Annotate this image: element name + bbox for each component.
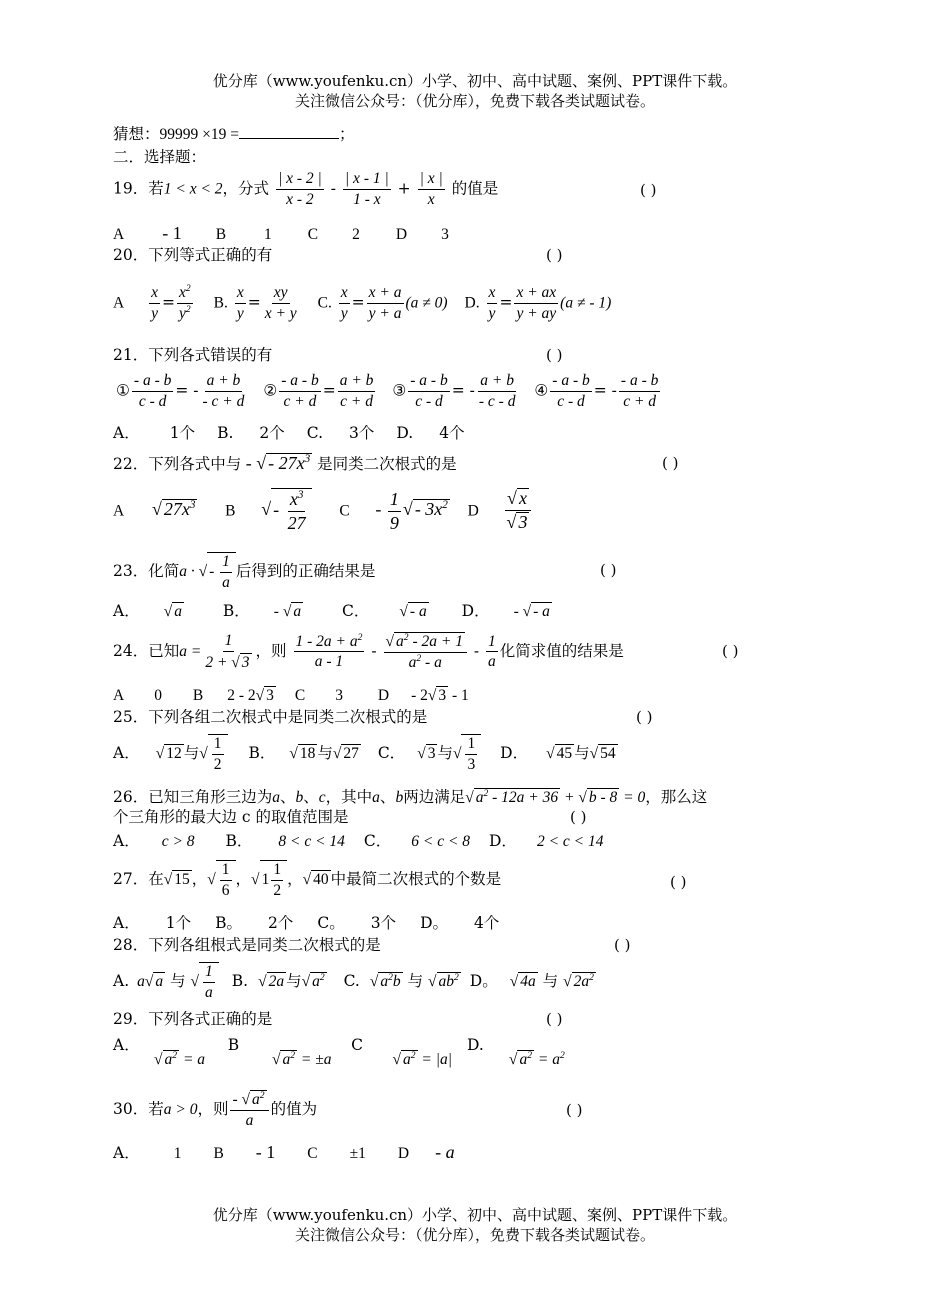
answer-paren-21: ( ): [546, 346, 563, 364]
options-29-expressions: √ $a^2 = a$ √ $a^2 = \pm a$ √ $a^2 = |a|$ √ $a^2 = a^2$: [154, 1049, 565, 1068]
question-27: 27．在√ 15 ，√ $\frac{1}{6}$ ，√ 1 $\frac{1}{2}$ ，√ 40 中最简二次根式的个数是: [113, 861, 502, 899]
answer-paren-20: ( ): [546, 246, 563, 264]
options-22: A √ $27x^3$ B √ - $\frac{x^3}{27}$ C - $\frac{1}{9}$ √ - $3x^2$ D $\frac{√ x}{√ 3}$: [113, 488, 533, 533]
footer-line-1: 优分库（www.youfenku.cn）小学、初中、高中试题、案例、PPT课件下载。: [212, 1206, 738, 1224]
answer-paren-29: ( ): [546, 1010, 563, 1028]
answer-paren-26: ( ): [570, 808, 587, 826]
options-27: A． 1个 B。 2个 C。 3个 D。 4个: [113, 914, 500, 932]
options-19: A - 1 B 1 C 2 D 3: [113, 223, 449, 243]
answer-paren-30: ( ): [566, 1101, 583, 1119]
section-title: 二．选择题：: [113, 148, 207, 166]
header-line-1: 优分库（www.youfenku.cn）小学、初中、高中试题、案例、PPT课件下载。: [212, 72, 738, 90]
answer-paren-19: ( ): [640, 181, 657, 199]
question-19: 19．若1 < x < 2，分式 $\frac{| x - 2 |}{x - 2}$ - $\frac{| x - 1 |}{1 - x}$ + $\frac{| x |}{x}$ 的值是: [113, 170, 499, 208]
answer-paren-23: ( ): [600, 561, 617, 579]
question-26-line-2: 个三角形的最大边 c 的取值范围是: [113, 808, 349, 826]
question-30: 30．若a > 0，则 $\frac{- √ a^2}{a}$ 的值为: [113, 1089, 318, 1129]
options-29-labels: A． B C D.: [113, 1036, 484, 1054]
question-28: 28．下列各组根式是同类二次根式的是: [113, 936, 381, 954]
answer-paren-24: ( ): [722, 642, 739, 660]
question-26: 26．已知三角形三边为a、b、c，其中a、b两边满足√ $a^2 - 12a + 36$ + √ b - 8 = 0，那么这: [113, 787, 708, 806]
question-20: 20．下列等式正确的有: [113, 246, 273, 264]
answer-blank: [239, 124, 339, 139]
answer-paren-22: ( ): [662, 454, 679, 472]
options-21-expressions: ① $\frac{- a - b}{c - d}$ = - $\frac{a + b}{- c + d}$ ② $\frac{- a - b}{c + d}$ = $\frac{a + b}{c + d}$ ③ $\frac{- a - b}{c - d}$ = - $\frac{a + b}{- c - d}$ ④ $\frac{- a - b}{c - d}$ = - $\frac{- a - b}{c + d}$: [116, 372, 659, 410]
question-21: 21．下列各式错误的有: [113, 346, 273, 364]
header-line-2: 关注微信公众号：（优分库），免费下载各类试题试卷。: [294, 92, 655, 110]
question-23: 23．化简a · √ - $\frac{1}{a}$ 后得到的正确结果是: [113, 553, 376, 591]
options-23: A． √ a B． - √ a C． √ - a D． - √ - a: [113, 602, 550, 620]
question-25: 25．下列各组二次根式中是同类二次根式的是: [113, 708, 428, 726]
options-25: A． √ 12 与√ $\frac{1}{2}$ B． √ 18 与√ 27 C． √ 3 与√ $\frac{1}{3}$ D． √ 45 与√ 54: [113, 735, 616, 773]
answer-paren-27: ( ): [670, 873, 687, 891]
answer-paren-28: ( ): [614, 936, 631, 954]
options-20: A $\frac{x}{y}$ = $\frac{x^2}{y^2}$ B. $\frac{x}{y}$ = $\frac{xy}{x + y}$ C. $\frac{x}{y}$ = $\frac{x + a}{y + a}$ (a ≠ 0) D. $\frac{x}{y}$ = $\frac{x + ax}{y + ay}$ (a ≠ - 1): [113, 282, 612, 322]
options-24: A 0 B 2 - 2√ 3 C 3 D - 2√ 3 - 1: [113, 687, 469, 704]
options-28: A. a√ a 与 √ $\frac{1}{a}$ B. √ 2a 与√ $a^2$ C. √ $a^2b$ 与 √ $ab^2$ D。 √ 4a 与 √ $2a^2$: [113, 963, 594, 1001]
options-21: A． 1个 B. 2个 C. 3个 D. 4个: [113, 424, 465, 442]
guess-line: 猜想：99999 ×19 = ；: [113, 125, 355, 143]
footer-line-2: 关注微信公众号：（优分库），免费下载各类试题试卷。: [294, 1226, 655, 1244]
options-26: A． c > 8 B． 8 < c < 14 C． 6 < c < 8 D． 2 < c < 14: [113, 832, 604, 850]
question-29: 29．下列各式正确的是: [113, 1010, 273, 1028]
answer-paren-25: ( ): [636, 708, 653, 726]
options-30: A． 1 B - 1 C ±1 D - a: [113, 1142, 455, 1162]
question-22: 22．下列各式中与 - √ - $27x^3$ 是同类二次根式的是: [113, 453, 457, 473]
question-24: 24．已知a = $\frac{1}{2 + √ 3}$ ，则 $\frac{1 - 2a + a^2}{a - 1}$ - $\frac{√ a^2 - 2a + 1}{a^2 - a}$ - $\frac{1}{a}$ 化简求值的结果是: [113, 631, 624, 671]
